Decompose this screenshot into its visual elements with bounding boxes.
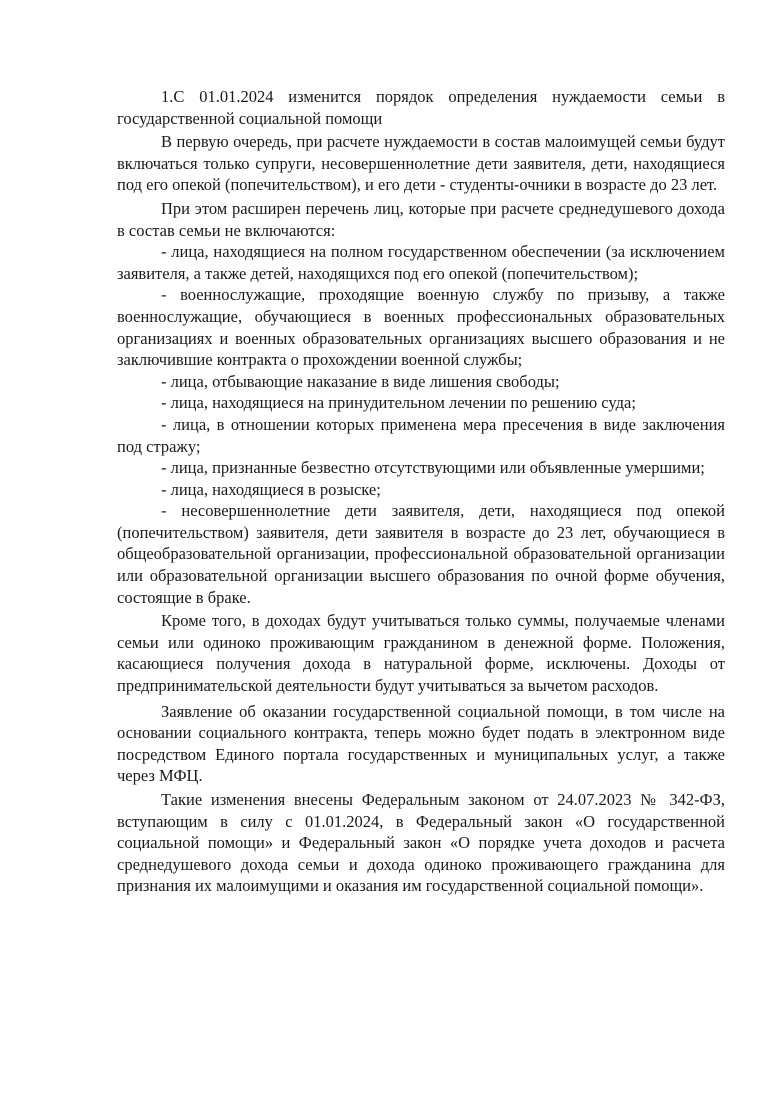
paragraph-family-composition: В первую очередь, при расчете нуждаемости в состав малоимущей семьи будут включаться только супруги, несовершеннолетние дети заявителя, дети, находящиеся под его опекой (попечительством), и его дети - студенты-очники в возрасте до 23 лет.	[117, 132, 725, 195]
paragraph-federal-law: Такие изменения внесены Федеральным законом от 24.07.2023 № 342-ФЗ, вступающим в силу с 01.01.2024, в Федеральный закон «О государственной социальной помощи» и Федеральный закон «О порядке учета доходов и расчета среднедушевого дохода семьи и дохода одиноко проживающего гражданина для признания их малоимущими и оказания им государственной социальной помощи».	[117, 790, 725, 896]
list-item-military: - военнослужащие, проходящие военную службу по призыву, а также военнослужащие, обучающиеся в военных профессиональных образовательных организациях и военных образовательных организациях высшего образования и не заключившие контракта о прохождении военной службы;	[117, 285, 725, 370]
list-item-compulsory-treatment: - лица, находящиеся на принудительном лечении по решению суда;	[161, 393, 636, 413]
list-item-wanted: - лица, находящиеся в розыске;	[161, 479, 381, 499]
list-item-custody: - лица, в отношении которых применена мера пресечения в виде заключения под стражу;	[117, 414, 725, 456]
list-item-married-minors: - несовершеннолетние дети заявителя, дети, находящиеся под опекой (попечительством) заявителя, дети заявителя в возрасте до 23 лет, обучающиеся в общеобразовательной организации, профессиональной образовательной организации или образовательной организации высшего образования по очной форме обучения, состоящие в браке.	[117, 501, 725, 607]
list-item-missing-or-dead: - лица, признанные безвестно отсутствующими или объявленные умершими;	[161, 458, 705, 478]
list-item-state-support: - лица, находящиеся на полном государственном обеспечении (за исключением заявителя, а также детей, находящихся под его опекой (попечительством);	[117, 242, 725, 283]
paragraph-income: Кроме того, в доходах будут учитываться только суммы, получаемые членами семьи или одиноко проживающим гражданином в денежной форме. Положения, касающиеся получения дохода в натуральной форме, исключены. Доходы от предпринимательской деятельности будут учитываться за вычетом расходов.	[117, 611, 725, 696]
paragraph-application: Заявление об оказании государственной социальной помощи, в том числе на основании социального контракта, теперь можно будет подать в электронном виде посредством Единого портала государственных и муниципальных услуг, а также через МФЦ.	[117, 701, 725, 786]
paragraph-excluded-intro: При этом расширен перечень лиц, которые при расчете среднедушевого дохода в состав семьи не включаются:	[117, 198, 725, 240]
paragraph-heading: 1.С 01.01.2024 изменится порядок определения нуждаемости семьи в государственной социальной помощи	[117, 87, 725, 128]
list-item-imprisoned: - лица, отбывающие наказание в виде лишения свободы;	[161, 371, 560, 391]
document-body	[117, 86, 725, 897]
